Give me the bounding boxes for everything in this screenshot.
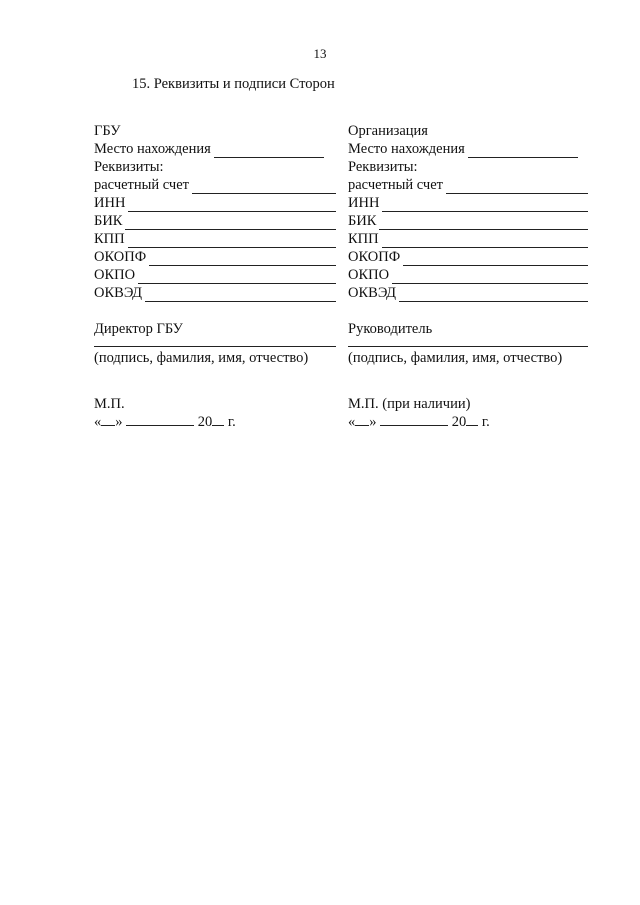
- left-signature-line: [94, 338, 336, 347]
- left-account-row: [94, 176, 336, 194]
- right-location-row: [348, 140, 588, 158]
- left-date-day-blank: [101, 413, 115, 426]
- right-date-day-blank: [355, 413, 369, 426]
- right-date-quote-close: »: [369, 414, 377, 430]
- left-bik-row: [94, 212, 336, 230]
- left-okopf-row: [94, 248, 336, 266]
- left-requisites-label: Реквизиты:: [94, 159, 164, 175]
- left-okopf-blank: [149, 252, 336, 266]
- left-date-year-prefix: 20: [197, 414, 213, 430]
- right-bik-label: БИК: [348, 213, 377, 229]
- right-date-month-blank: [380, 413, 448, 426]
- right-account-blank: [446, 180, 588, 194]
- right-bik-row: [348, 212, 588, 230]
- right-okved-label: ОКВЭД: [348, 285, 397, 301]
- left-bik-blank: [125, 216, 336, 230]
- left-location-row: [94, 140, 336, 158]
- right-signature-line: [348, 338, 588, 347]
- left-okved-label: ОКВЭД: [94, 285, 143, 301]
- right-okpo-row: [348, 266, 588, 284]
- left-location-label: Место нахождения: [94, 141, 211, 157]
- left-okved-row: [94, 284, 336, 302]
- left-bik-label: БИК: [94, 213, 123, 229]
- right-location-blank: [468, 144, 578, 158]
- right-date-suffix: г.: [481, 414, 490, 430]
- right-okopf-row: [348, 248, 588, 266]
- right-okpo-label: ОКПО: [348, 267, 390, 283]
- left-account-blank: [192, 180, 336, 194]
- right-kpp-label: КПП: [348, 231, 379, 247]
- right-signer-title: Руководитель: [348, 321, 433, 337]
- right-date-year-prefix: 20: [451, 414, 467, 430]
- left-party-name: ГБУ: [94, 123, 121, 139]
- right-date-year-blank: [466, 413, 478, 426]
- right-date-quote-open: «: [348, 414, 356, 430]
- left-kpp-blank: [128, 234, 336, 248]
- right-party-name: Организация: [348, 123, 428, 139]
- right-account-row: [348, 176, 588, 194]
- left-date-row: [94, 413, 336, 431]
- right-inn-label: ИНН: [348, 195, 380, 211]
- right-okopf-blank: [403, 252, 588, 266]
- right-okopf-label: ОКОПФ: [348, 249, 401, 265]
- right-requisites-label: Реквизиты:: [348, 159, 418, 175]
- right-account-label: расчетный счет: [348, 177, 443, 193]
- left-date-month-blank: [126, 413, 194, 426]
- left-location-blank: [214, 144, 324, 158]
- left-party-block: [94, 122, 336, 431]
- right-date-row: [348, 413, 588, 431]
- left-date-quote-open: «: [94, 414, 102, 430]
- page-number: 13: [313, 46, 327, 61]
- left-inn-label: ИНН: [94, 195, 126, 211]
- left-inn-blank: [128, 198, 336, 212]
- right-kpp-row: [348, 230, 588, 248]
- left-kpp-label: КПП: [94, 231, 125, 247]
- left-kpp-row: [94, 230, 336, 248]
- left-okpo-blank: [138, 270, 336, 284]
- left-signature-caption: (подпись, фамилия, имя, отчество): [94, 350, 309, 366]
- right-seal-label: М.П. (при наличии): [348, 396, 471, 412]
- right-party-block: [348, 122, 588, 431]
- left-okpo-row: [94, 266, 336, 284]
- right-inn-row: [348, 194, 588, 212]
- right-bik-blank: [379, 216, 588, 230]
- right-okpo-blank: [392, 270, 588, 284]
- right-inn-blank: [382, 198, 588, 212]
- right-okved-row: [348, 284, 588, 302]
- left-date-suffix: г.: [227, 414, 236, 430]
- right-kpp-blank: [382, 234, 588, 248]
- left-okved-blank: [145, 288, 336, 302]
- left-date-year-blank: [212, 413, 224, 426]
- left-okopf-label: ОКОПФ: [94, 249, 147, 265]
- left-date-quote-close: »: [115, 414, 123, 430]
- left-inn-row: [94, 194, 336, 212]
- left-okpo-label: ОКПО: [94, 267, 136, 283]
- right-location-label: Место нахождения: [348, 141, 465, 157]
- section-title: 15. Реквизиты и подписи Сторон: [132, 76, 335, 92]
- right-signature-caption: (подпись, фамилия, имя, отчество): [348, 350, 563, 366]
- right-okved-blank: [399, 288, 588, 302]
- left-seal-label: М.П.: [94, 396, 125, 412]
- left-signer-title: Директор ГБУ: [94, 321, 183, 337]
- left-account-label: расчетный счет: [94, 177, 189, 193]
